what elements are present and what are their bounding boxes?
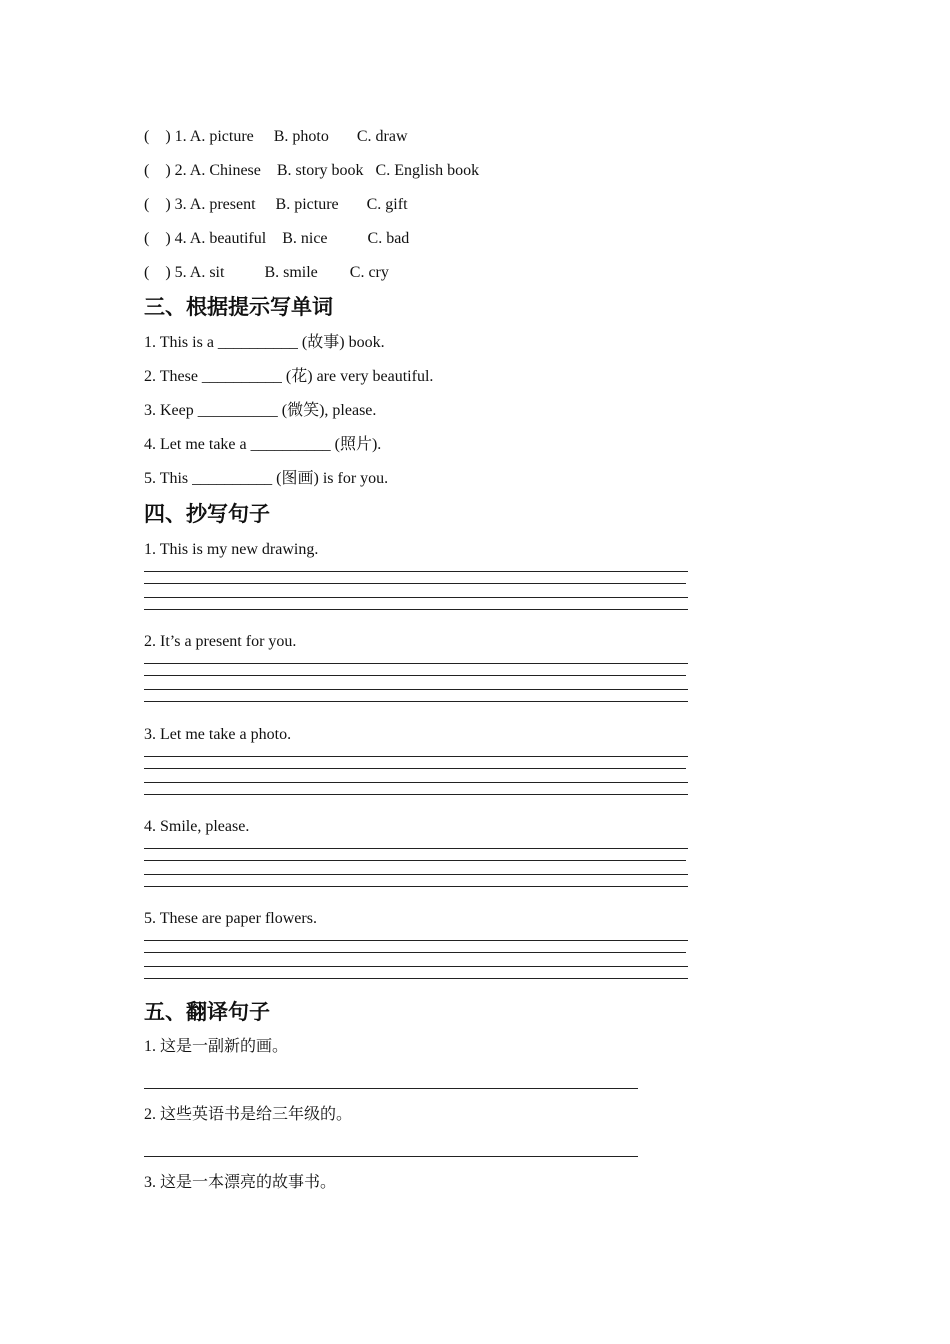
writing-line (144, 782, 688, 783)
writing-line (144, 571, 688, 572)
choice-item-5: ( ) 5. A. sit B. smile C. cry (144, 264, 389, 281)
writing-line (144, 768, 686, 769)
writing-line (144, 597, 688, 598)
writing-line (144, 952, 686, 953)
writing-line (144, 848, 688, 849)
writing-line (144, 874, 688, 875)
writing-line (144, 860, 686, 861)
translate-item-1: 1. 这是一副新的画。 (144, 1038, 289, 1055)
writing-line (144, 966, 688, 967)
writing-line (144, 583, 686, 584)
writing-line (144, 978, 688, 979)
choice-item-3: ( ) 3. A. present B. picture C. gift (144, 196, 408, 213)
copy-sentence-2: 2. It’s a present for you. (144, 633, 297, 650)
section-4-heading: 四、抄写句子 (144, 502, 270, 526)
section-5-heading: 五、翻译句子 (144, 1000, 270, 1024)
writing-line (144, 675, 686, 676)
answer-line (144, 1088, 638, 1089)
translate-item-3: 3. 这是一本漂亮的故事书。 (144, 1174, 337, 1191)
writing-line (144, 663, 688, 664)
copy-sentence-5: 5. These are paper flowers. (144, 910, 317, 927)
writing-line (144, 609, 688, 610)
fill-item-1: 1. This is a __________ (故事) book. (144, 334, 385, 351)
copy-sentence-4: 4. Smile, please. (144, 818, 250, 835)
writing-line (144, 689, 688, 690)
writing-line (144, 756, 688, 757)
choice-item-1: ( ) 1. A. picture B. photo C. draw (144, 128, 408, 145)
choice-item-4: ( ) 4. A. beautiful B. nice C. bad (144, 230, 410, 247)
copy-sentence-1: 1. This is my new drawing. (144, 541, 319, 558)
answer-line (144, 1156, 638, 1157)
section-3-heading: 三、根据提示写单词 (144, 295, 333, 319)
fill-item-3: 3. Keep __________ (微笑), please. (144, 402, 377, 419)
fill-item-4: 4. Let me take a __________ (照片). (144, 436, 382, 453)
writing-line (144, 794, 688, 795)
copy-sentence-3: 3. Let me take a photo. (144, 726, 292, 743)
fill-item-2: 2. These __________ (花) are very beautiful. (144, 368, 434, 385)
translate-item-2: 2. 这些英语书是给三年级的。 (144, 1106, 353, 1123)
writing-line (144, 701, 688, 702)
writing-line (144, 940, 688, 941)
choice-item-2: ( ) 2. A. Chinese B. story book C. English book (144, 162, 480, 179)
fill-item-5: 5. This __________ (图画) is for you. (144, 470, 389, 487)
writing-line (144, 886, 688, 887)
